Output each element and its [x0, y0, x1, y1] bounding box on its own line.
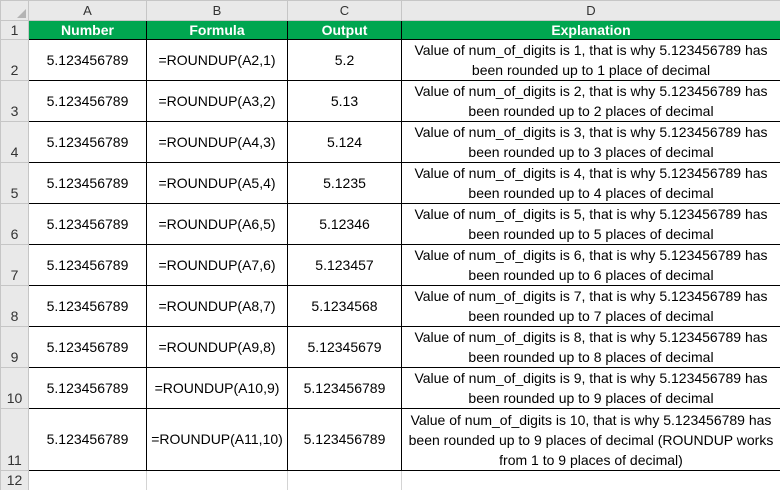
empty-cell[interactable] [29, 471, 147, 490]
row-header[interactable]: 8 [1, 286, 29, 327]
table-row-empty [1, 471, 780, 490]
column-header-c[interactable]: C [288, 1, 402, 21]
table-row [1, 286, 780, 327]
cell-explanation[interactable]: Value of num_of_digits is 2, that is why 5.123456789 has been rounded up to 2 places of decimal [402, 81, 780, 122]
cell-formula[interactable]: =ROUNDUP(A4,3) [147, 122, 288, 163]
cell-formula[interactable]: =ROUNDUP(A9,8) [147, 327, 288, 368]
cell-explanation[interactable]: Value of num_of_digits is 10, that is why 5.123456789 has been rounded up to 9 places of decimal (ROUNDUP works from 1 to 9 places of decimal) [402, 409, 780, 471]
cell-output[interactable]: 5.12345679 [288, 327, 402, 368]
cell-number[interactable]: 5.123456789 [29, 327, 147, 368]
row-header-1[interactable]: 1 [1, 21, 29, 40]
row-header[interactable]: 7 [1, 245, 29, 286]
table-row [1, 368, 780, 409]
header-cell-explanation[interactable]: Explanation [402, 21, 780, 40]
cell-formula[interactable]: =ROUNDUP(A6,5) [147, 204, 288, 245]
table-row [1, 409, 780, 471]
header-cell-number[interactable]: Number [29, 21, 147, 40]
cell-explanation[interactable]: Value of num_of_digits is 8, that is why 5.123456789 has been rounded up to 8 places of decimal [402, 327, 780, 368]
cell-formula[interactable]: =ROUNDUP(A3,2) [147, 81, 288, 122]
cell-formula[interactable]: =ROUNDUP(A5,4) [147, 163, 288, 204]
cell-explanation[interactable]: Value of num_of_digits is 3, that is why 5.123456789 has been rounded up to 3 places of decimal [402, 122, 780, 163]
cell-number[interactable]: 5.123456789 [29, 122, 147, 163]
cell-number[interactable]: 5.123456789 [29, 40, 147, 81]
empty-cell[interactable] [147, 471, 288, 490]
cell-explanation[interactable]: Value of num_of_digits is 5, that is why 5.123456789 has been rounded up to 5 places of decimal [402, 204, 780, 245]
cell-output[interactable]: 5.123457 [288, 245, 402, 286]
cell-number[interactable]: 5.123456789 [29, 163, 147, 204]
row-header[interactable]: 2 [1, 40, 29, 81]
column-header-b[interactable]: B [147, 1, 288, 21]
cell-number[interactable]: 5.123456789 [29, 245, 147, 286]
cell-formula[interactable]: =ROUNDUP(A7,6) [147, 245, 288, 286]
table-header-row [1, 21, 780, 40]
cell-formula[interactable]: =ROUNDUP(A8,7) [147, 286, 288, 327]
table-row [1, 40, 780, 81]
table-row [1, 327, 780, 368]
cell-output[interactable]: 5.2 [288, 40, 402, 81]
row-header[interactable]: 5 [1, 163, 29, 204]
cell-formula[interactable]: =ROUNDUP(A10,9) [147, 368, 288, 409]
empty-cell[interactable] [402, 471, 780, 490]
row-header[interactable]: 9 [1, 327, 29, 368]
cell-output[interactable]: 5.12346 [288, 204, 402, 245]
row-header[interactable]: 12 [1, 471, 29, 490]
column-header-a[interactable]: A [29, 1, 147, 21]
cell-formula[interactable]: =ROUNDUP(A11,10) [147, 409, 288, 471]
table-row [1, 122, 780, 163]
column-header-row [1, 1, 780, 21]
table-row [1, 245, 780, 286]
row-header[interactable]: 10 [1, 368, 29, 409]
column-header-d[interactable]: D [402, 1, 780, 21]
cell-number[interactable]: 5.123456789 [29, 286, 147, 327]
row-header[interactable]: 6 [1, 204, 29, 245]
table-row [1, 204, 780, 245]
cell-number[interactable]: 5.123456789 [29, 409, 147, 471]
select-all-triangle-icon [17, 9, 26, 18]
table-row [1, 81, 780, 122]
cell-number[interactable]: 5.123456789 [29, 204, 147, 245]
cell-explanation[interactable]: Value of num_of_digits is 7, that is why 5.123456789 has been rounded up to 7 places of decimal [402, 286, 780, 327]
cell-output[interactable]: 5.123456789 [288, 368, 402, 409]
cell-number[interactable]: 5.123456789 [29, 368, 147, 409]
cell-explanation[interactable]: Value of num_of_digits is 4, that is why 5.123456789 has been rounded up to 4 places of decimal [402, 163, 780, 204]
cell-output[interactable]: 5.1235 [288, 163, 402, 204]
row-header[interactable]: 4 [1, 122, 29, 163]
row-header[interactable]: 11 [1, 409, 29, 471]
empty-cell[interactable] [288, 471, 402, 490]
cell-explanation[interactable]: Value of num_of_digits is 9, that is why 5.123456789 has been rounded up to 9 places of decimal [402, 368, 780, 409]
row-header[interactable]: 3 [1, 81, 29, 122]
cell-explanation[interactable]: Value of num_of_digits is 1, that is why 5.123456789 has been rounded up to 1 place of decimal [402, 40, 780, 81]
cell-number[interactable]: 5.123456789 [29, 81, 147, 122]
cell-output[interactable]: 5.124 [288, 122, 402, 163]
header-cell-formula[interactable]: Formula [147, 21, 288, 40]
cell-formula[interactable]: =ROUNDUP(A2,1) [147, 40, 288, 81]
select-all-corner[interactable] [1, 1, 29, 21]
table-row [1, 163, 780, 204]
header-cell-output[interactable]: Output [288, 21, 402, 40]
cell-output[interactable]: 5.13 [288, 81, 402, 122]
cell-output[interactable]: 5.1234568 [288, 286, 402, 327]
cell-explanation[interactable]: Value of num_of_digits is 6, that is why 5.123456789 has been rounded up to 6 places of decimal [402, 245, 780, 286]
cell-output[interactable]: 5.123456789 [288, 409, 402, 471]
